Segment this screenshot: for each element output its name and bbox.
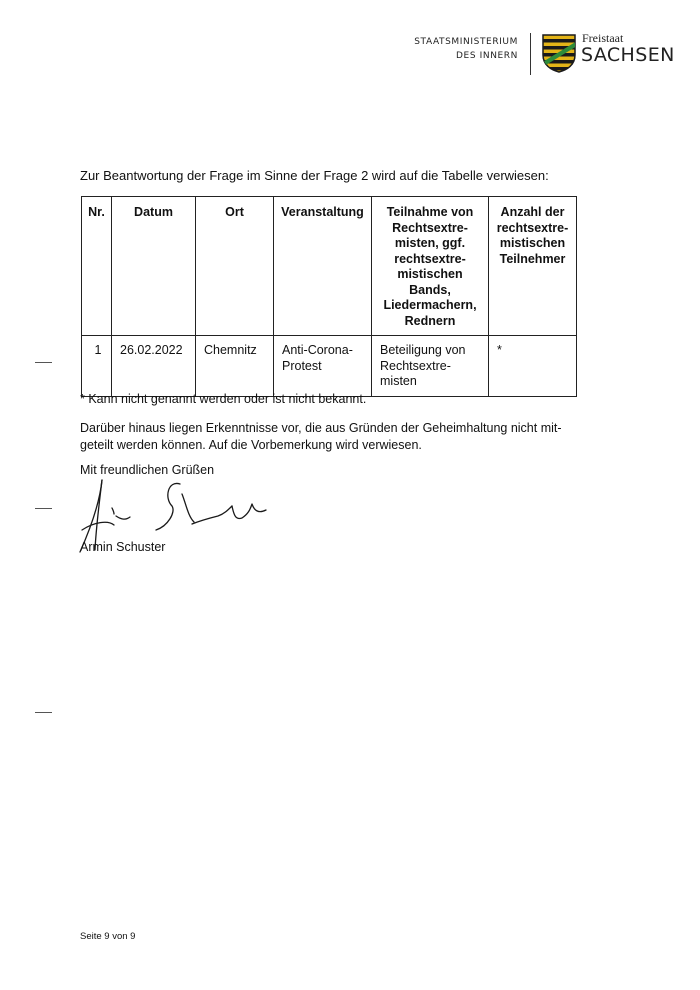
cell-nr: 1	[82, 336, 112, 397]
table-footnote: * Kann nicht genannt werden oder ist nicht bekannt.	[80, 392, 367, 406]
cell-teilnahme: Beteiligung von Rechtsextre- misten	[372, 336, 489, 397]
ministry-name-line1: STAATSMINISTERIUM	[414, 37, 518, 47]
header-veranstaltung: Veranstaltung	[274, 197, 372, 336]
saxony-crest-icon	[541, 33, 577, 73]
cell-anzahl: *	[489, 336, 577, 397]
state-label-large: SACHSEN	[581, 44, 675, 66]
header-ort: Ort	[196, 197, 274, 336]
cell-datum: 26.02.2022	[112, 336, 196, 397]
header-nr: Nr.	[82, 197, 112, 336]
header-datum: Datum	[112, 197, 196, 336]
table-row	[82, 336, 577, 397]
page-number: Seite 9 von 9	[80, 931, 136, 942]
signer-name: Armin Schuster	[80, 540, 166, 554]
margin-mark	[35, 712, 52, 713]
events-table	[81, 196, 577, 397]
header-divider	[530, 33, 531, 75]
margin-mark	[35, 362, 52, 363]
ministry-name	[414, 35, 518, 63]
intro-text: Zur Beantwortung der Frage im Sinne der Frage 2 wird auf die Tabelle verwiesen:	[80, 168, 549, 183]
closing-greeting: Mit freundlichen Grüßen	[80, 463, 215, 477]
ministry-name-line2: DES INNERN	[456, 51, 518, 61]
cell-ort: Chemnitz	[196, 336, 274, 397]
header-teilnahme: Teilnahme von Rechtsextre- misten, ggf. rechtsextre- mistischen Bands, Liedermachern, Rednern	[372, 197, 489, 336]
closing-paragraph: Darüber hinaus liegen Erkenntnisse vor, die aus Gründen der Geheimhaltung nicht mit- geteilt werden können. Auf die Vorbemerkung wird verwiesen.	[80, 421, 562, 452]
margin-mark	[35, 508, 52, 509]
state-label-small: Freistaat	[582, 31, 624, 45]
table-header-row	[82, 197, 577, 336]
cell-veranstaltung: Anti-Corona- Protest	[274, 336, 372, 397]
header-anzahl: Anzahl der rechtsextre- mistischen Teilnehmer	[489, 197, 577, 336]
